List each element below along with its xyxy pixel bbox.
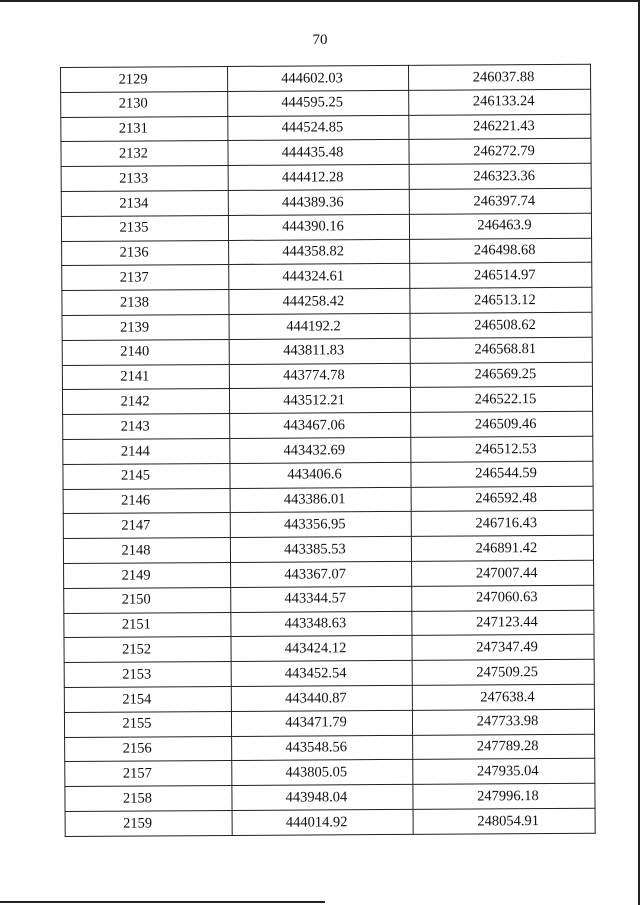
x-coordinate-cell: 444358.82: [229, 239, 410, 265]
x-coordinate-cell: 443344.57: [231, 586, 412, 612]
footer-rule: [0, 901, 325, 903]
y-coordinate-cell: 247638.4: [412, 684, 594, 710]
y-coordinate-cell: 246221.43: [409, 114, 591, 140]
y-coordinate-cell: 246323.36: [409, 163, 591, 189]
table-row: [64, 635, 594, 663]
y-coordinate-cell: 247789.28: [413, 734, 595, 760]
y-coordinate-cell: 246512.53: [411, 436, 593, 462]
point-number-cell: 2129: [61, 66, 228, 92]
y-coordinate-cell: 247007.44: [412, 560, 594, 586]
x-coordinate-cell: 443440.87: [231, 685, 412, 711]
table-row: [61, 188, 591, 216]
point-number-cell: 2138: [62, 290, 229, 316]
x-coordinate-cell: 443385.53: [230, 537, 411, 563]
table-row: [62, 263, 592, 291]
y-coordinate-cell: 247509.25: [412, 659, 594, 685]
x-coordinate-cell: 444390.16: [228, 214, 409, 240]
point-number-cell: 2158: [65, 786, 232, 812]
point-number-cell: 2155: [64, 711, 231, 737]
point-number-cell: 2159: [65, 810, 232, 836]
point-number-cell: 2147: [63, 513, 230, 539]
y-coordinate-cell: 246397.74: [409, 188, 591, 214]
table-row: [64, 709, 594, 737]
table-row: [64, 659, 594, 687]
point-number-cell: 2140: [62, 339, 229, 365]
point-number-cell: 2139: [62, 314, 229, 340]
table-row: [61, 114, 591, 142]
y-coordinate-cell: 246544.59: [411, 461, 593, 487]
x-coordinate-cell: 443356.95: [230, 512, 411, 538]
x-coordinate-cell: 444389.36: [228, 189, 409, 215]
x-coordinate-cell: 443548.56: [232, 735, 413, 761]
table-row: [64, 684, 594, 712]
y-coordinate-cell: 246716.43: [411, 511, 593, 537]
x-coordinate-cell: 443432.69: [230, 437, 411, 463]
point-number-cell: 2133: [61, 166, 228, 192]
point-number-cell: 2132: [61, 141, 228, 167]
table-row: [61, 163, 591, 191]
point-number-cell: 2141: [62, 364, 229, 390]
point-number-cell: 2157: [65, 761, 232, 787]
coordinates-table: [60, 64, 596, 837]
y-coordinate-cell: 247347.49: [412, 635, 594, 661]
table-row: [64, 585, 594, 613]
table-row: [65, 783, 595, 811]
x-coordinate-cell: 444324.61: [229, 264, 410, 290]
x-coordinate-cell: 444412.28: [228, 165, 409, 191]
table-row: [64, 610, 594, 638]
point-number-cell: 2153: [64, 662, 231, 688]
point-number-cell: 2134: [61, 190, 228, 216]
point-number-cell: 2154: [64, 686, 231, 712]
y-coordinate-cell: 246508.62: [410, 312, 592, 338]
x-coordinate-cell: 444602.03: [227, 65, 408, 91]
point-number-cell: 2146: [63, 488, 230, 514]
y-coordinate-cell: 246037.88: [408, 64, 590, 90]
x-coordinate-cell: 444524.85: [228, 115, 409, 141]
point-number-cell: 2148: [63, 538, 230, 564]
y-coordinate-cell: 246513.12: [410, 287, 592, 313]
x-coordinate-cell: 444435.48: [228, 140, 409, 166]
table-row: [65, 734, 595, 762]
x-coordinate-cell: 443948.04: [232, 784, 413, 810]
y-coordinate-cell: 247060.63: [412, 585, 594, 611]
y-coordinate-cell: 248054.91: [413, 808, 595, 834]
y-coordinate-cell: 246133.24: [409, 89, 591, 115]
x-coordinate-cell: 443811.83: [229, 338, 410, 364]
x-coordinate-cell: 443805.05: [232, 760, 413, 786]
point-number-cell: 2143: [63, 414, 230, 440]
table-row: [63, 461, 593, 489]
y-coordinate-cell: 246272.79: [409, 139, 591, 165]
point-number-cell: 2151: [64, 612, 231, 638]
y-coordinate-cell: 246509.46: [411, 411, 593, 437]
point-number-cell: 2150: [64, 587, 231, 613]
y-coordinate-cell: 246522.15: [410, 387, 592, 413]
table-row: [62, 362, 592, 390]
x-coordinate-cell: 444014.92: [232, 809, 413, 835]
point-number-cell: 2156: [65, 736, 232, 762]
table-row: [62, 337, 592, 365]
point-number-cell: 2144: [63, 438, 230, 464]
x-coordinate-cell: 443452.54: [231, 660, 412, 686]
table-row: [63, 411, 593, 439]
table-row: [65, 808, 595, 836]
y-coordinate-cell: 247733.98: [412, 709, 594, 735]
x-coordinate-cell: 443406.6: [230, 462, 411, 488]
x-coordinate-cell: 443348.63: [231, 611, 412, 637]
table-row: [62, 387, 592, 415]
y-coordinate-cell: 246568.81: [410, 337, 592, 363]
page-number: 70: [312, 32, 328, 48]
x-coordinate-cell: 443424.12: [231, 636, 412, 662]
table-row: [62, 238, 592, 266]
y-coordinate-cell: 246498.68: [410, 238, 592, 264]
table-row: [62, 287, 592, 315]
point-number-cell: 2149: [64, 562, 231, 588]
point-number-cell: 2136: [62, 240, 229, 266]
table-row: [63, 486, 593, 514]
x-coordinate-cell: 444595.25: [228, 90, 409, 116]
table-row: [63, 436, 593, 464]
point-number-cell: 2137: [62, 265, 229, 291]
table-row: [65, 759, 595, 787]
y-coordinate-cell: 247123.44: [412, 610, 594, 636]
table-row: [61, 213, 591, 241]
table-row: [61, 64, 591, 92]
table-row: [61, 139, 591, 167]
y-coordinate-cell: 246592.48: [411, 486, 593, 512]
y-coordinate-cell: 247935.04: [413, 759, 595, 785]
x-coordinate-cell: 444258.42: [229, 289, 410, 315]
x-coordinate-cell: 443512.21: [229, 388, 410, 414]
table-row: [64, 560, 594, 588]
table-row: [61, 89, 591, 117]
x-coordinate-cell: 444192.2: [229, 313, 410, 339]
y-coordinate-cell: 246569.25: [410, 362, 592, 388]
x-coordinate-cell: 443467.06: [230, 413, 411, 439]
table-row: [62, 312, 592, 340]
point-number-cell: 2130: [61, 91, 228, 117]
x-coordinate-cell: 443386.01: [230, 487, 411, 513]
table-row: [63, 535, 593, 563]
point-number-cell: 2152: [64, 637, 231, 663]
coordinates-table-body: [61, 64, 596, 836]
point-number-cell: 2131: [61, 116, 228, 142]
point-number-cell: 2142: [62, 389, 229, 415]
x-coordinate-cell: 443471.79: [231, 710, 412, 736]
scan-top-edge: [0, 0, 640, 2]
point-number-cell: 2135: [61, 215, 228, 241]
x-coordinate-cell: 443774.78: [229, 363, 410, 389]
y-coordinate-cell: 246891.42: [411, 535, 593, 561]
x-coordinate-cell: 443367.07: [231, 561, 412, 587]
y-coordinate-cell: 246514.97: [410, 263, 592, 289]
y-coordinate-cell: 247996.18: [413, 783, 595, 809]
table-row: [63, 511, 593, 539]
point-number-cell: 2145: [63, 463, 230, 489]
y-coordinate-cell: 246463.9: [409, 213, 591, 239]
